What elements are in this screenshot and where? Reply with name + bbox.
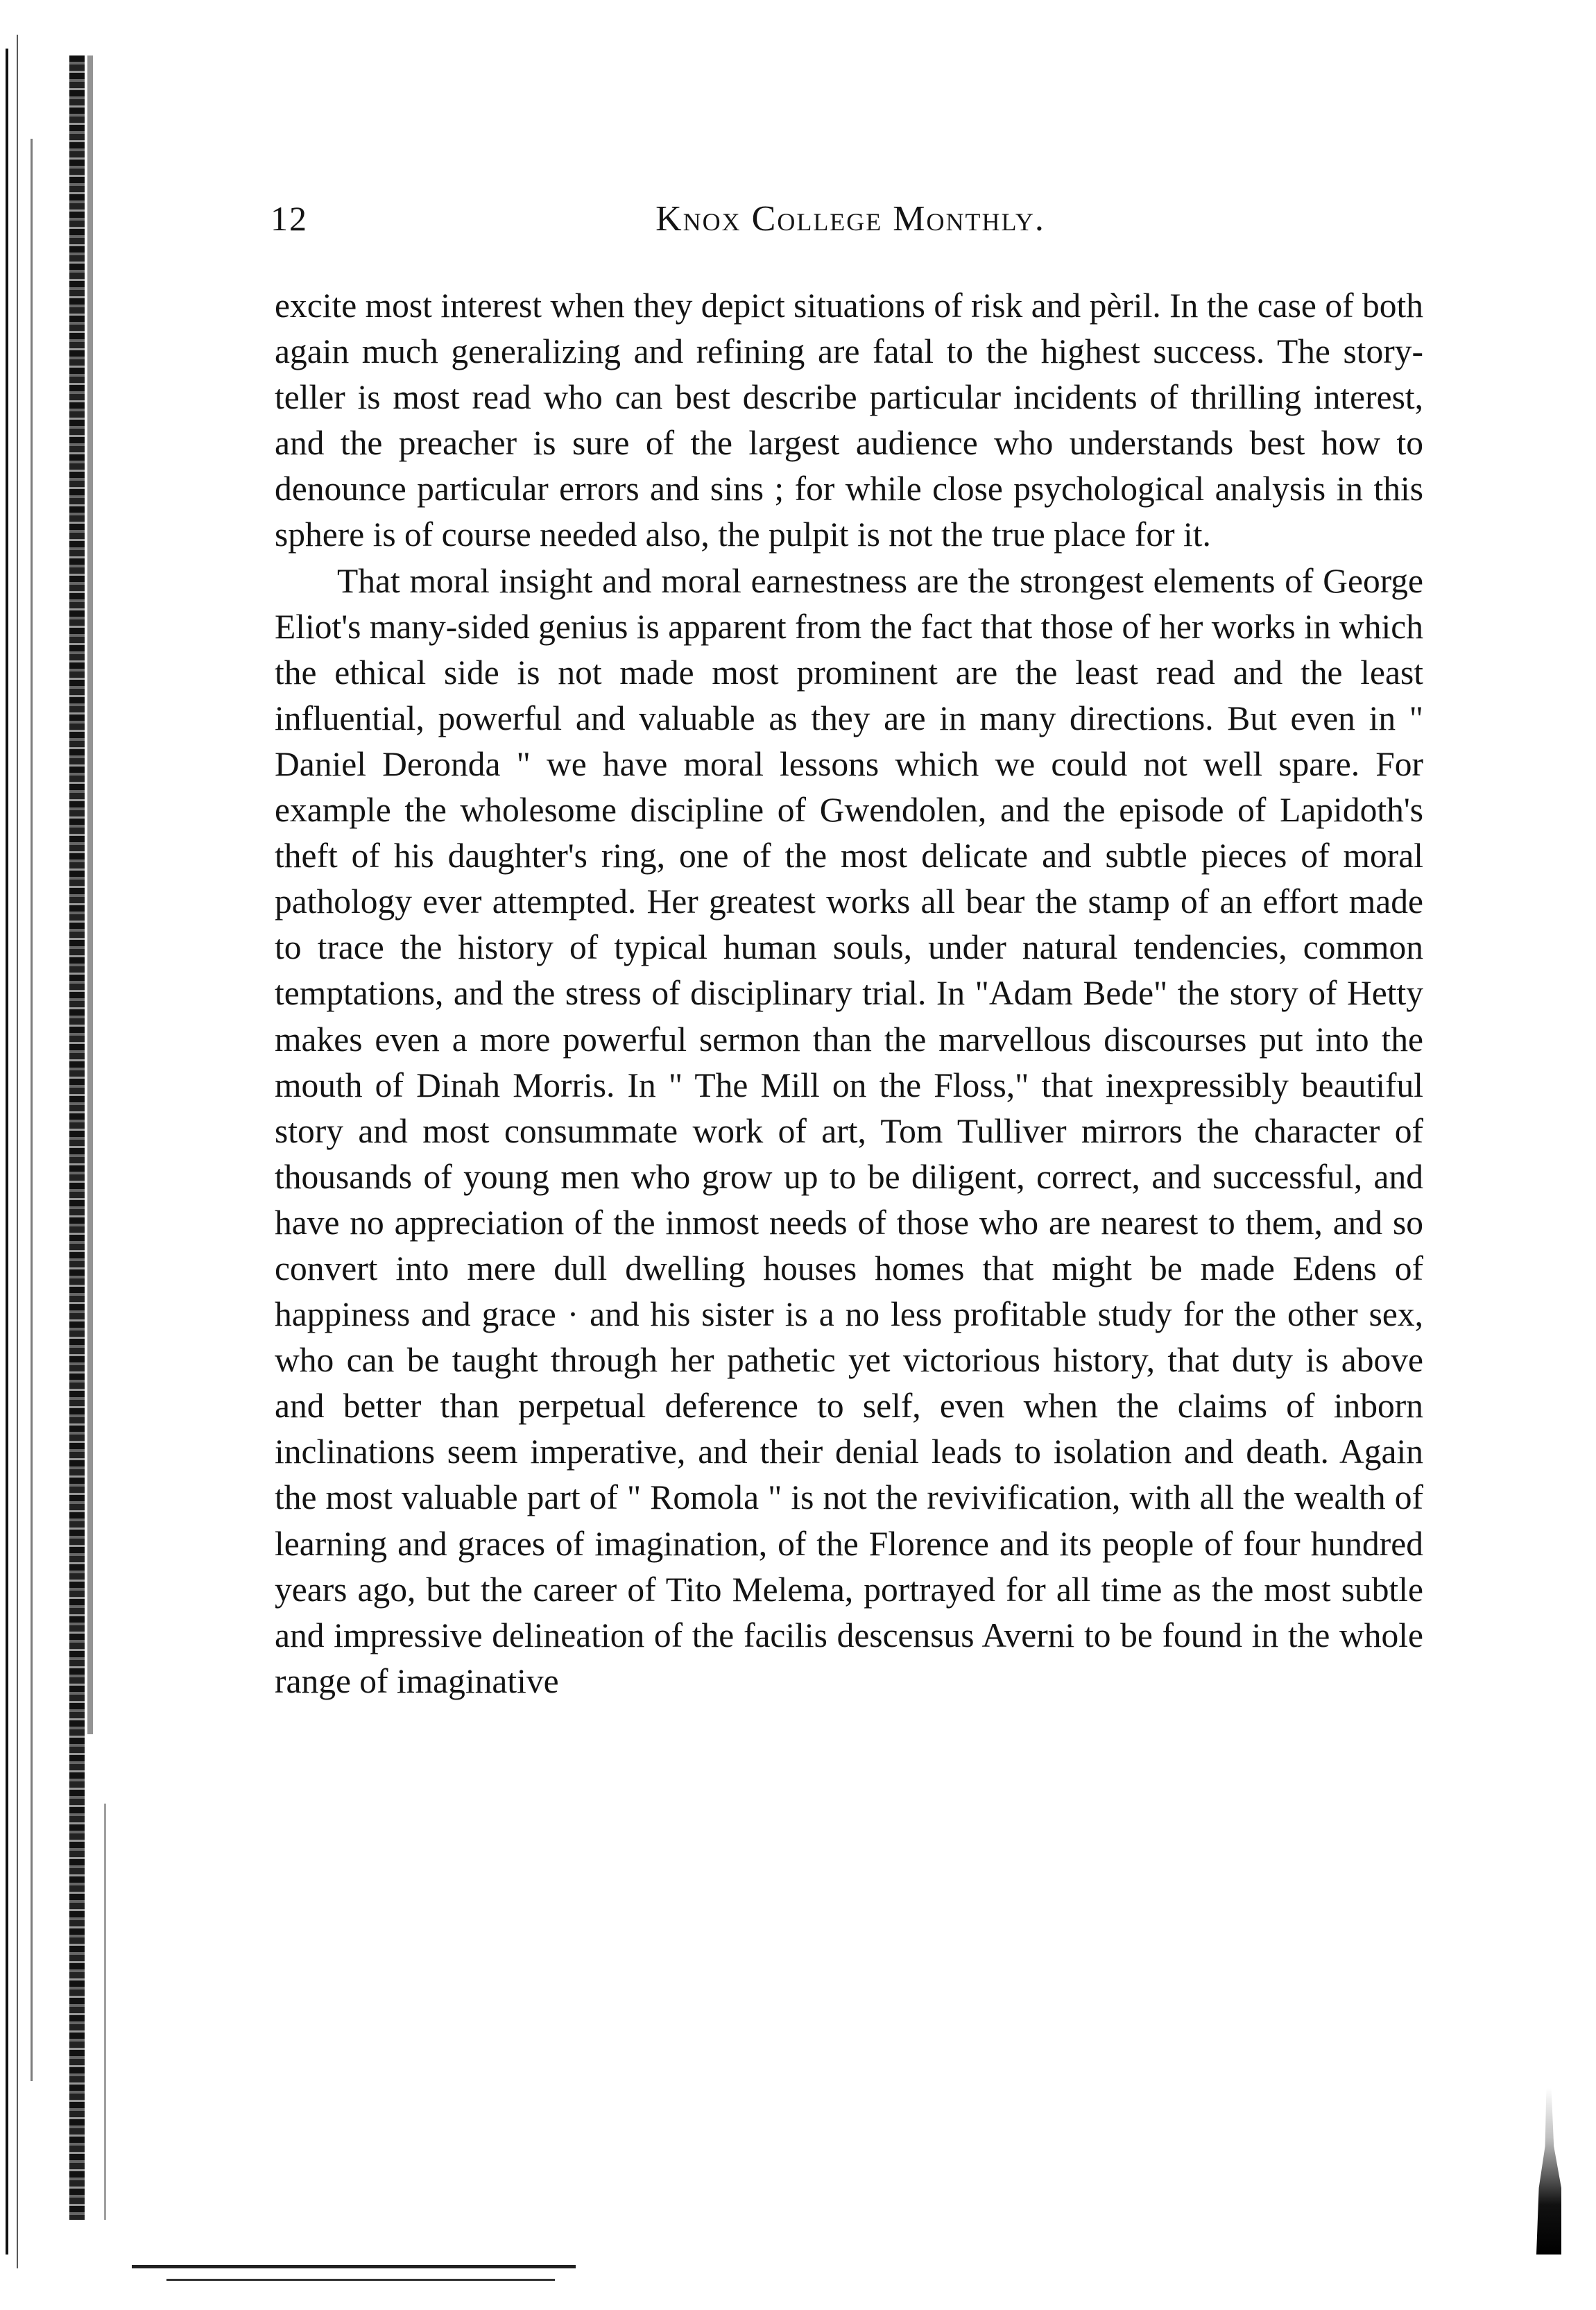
paragraph-2: That moral insight and moral earnestness are the strongest elements of George Eliot's many-sided genius is apparent from the fact that those of her works in which the ethical side is not made most prominent are the least read and the least influential, powerful and valuable as they are in many directions. But even in " Daniel Deronda " we have moral lessons which we could not well spare. For example the wholesome discipline of Gwendolen, and the episode of Lapidoth's theft of his daughter's ring, one of the most delicate and subtle pieces of moral pathology ever attempted. Her greatest works all bear the stamp of an effort made to trace the history of typical human souls, under natural tendencies, common temptations, and the stress of disciplinary trial. In "Adam Bede" the story of Hetty makes even a more powerful sermon than the marvellous discourses put into the mouth of Dinah Morris. In " The Mill on the Floss," that inexpressibly beautiful story and most consummate work of art, Tom Tulliver mirrors the character of thousands of young men who grow up to be diligent, correct, and successful, and have no appreciation of the inmost needs of those who are nearest to them, and so convert into mere dull dwelling houses homes that might be made Edens of happiness and grace · and his sister is a no less profitable study for the other sex, who can be taught through her pathetic yet victorious history, that duty is above and better than perpetual deference to self, even when the claims of inborn inclinations seem imperative, and their denial leads to isolation and death. Again the most valuable part of " Romola " is not the revivification, with all the wealth of learning and graces of imagination, of the Florence and its people of four hundred years ago, but the career of Tito Melema, portrayed for all time as the most subtle and impressive delineation of the facilis descensus Averni to be found in the whole range of imaginative (275, 561, 1423, 1700)
bottom-rule-secondary (166, 2279, 555, 2281)
body-text (275, 283, 1423, 1704)
bottom-rule (132, 2265, 576, 2268)
scan-margin-mark (1536, 2088, 1561, 2255)
running-head: Knox College Monthly. (655, 199, 1045, 239)
paragraph-1: excite most interest when they depict situations of risk and pèril. In the case of both again much generalizing and refining are fatal to the highest success. The story-teller is most read who can best describe particular incidents of thrilling interest, and the preacher is sure of the largest audience who understands best how to denounce particular errors and sins ; for while close psychological analysis in this sphere is of course needed also, the pulpit is not the true place for it. (275, 286, 1423, 554)
scan-binding-edge (0, 0, 132, 2310)
page-number: 12 (271, 199, 308, 238)
page-header (271, 198, 1430, 247)
